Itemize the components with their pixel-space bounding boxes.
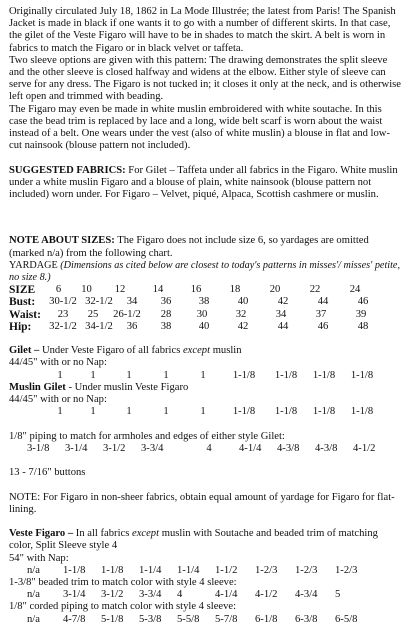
- suggested-fabrics-heading: SUGGESTED FABRICS:: [9, 164, 126, 176]
- yardage-cell: 4-1/2: [353, 442, 376, 454]
- hip-cell: 46: [317, 320, 329, 332]
- bust-cell: 32-1/2: [85, 296, 113, 308]
- gilet-title: Gilet –: [9, 345, 40, 357]
- yardage-cell: n/a: [27, 564, 40, 576]
- piping-desc: 1/8" piping to match for armholes and edges of either style Gilet:: [9, 430, 285, 442]
- bust-cell: 30-1/2: [49, 296, 77, 308]
- yardage-cell: 4: [177, 589, 183, 601]
- yardage-cell: 3-1/2: [103, 442, 126, 454]
- yardage-cell: 1-2/3: [335, 564, 358, 576]
- bust-cell: 40: [237, 296, 249, 308]
- hip-cell: 42: [237, 320, 249, 332]
- hip-row-label: Hip:: [9, 320, 32, 333]
- note-about-sizes: [9, 235, 401, 259]
- yardage-cell: 4-3/8: [315, 442, 338, 454]
- waist-cell: 39: [355, 308, 367, 320]
- size-row: [9, 284, 401, 296]
- size-cell: 20: [269, 284, 281, 296]
- bust-row-label: Bust:: [9, 296, 36, 309]
- hip-cell: 40: [198, 320, 210, 332]
- yardage-cell: 4-3/8: [277, 442, 300, 454]
- waist-row: [9, 309, 401, 321]
- veste-nap: 54" with Nap:: [9, 552, 69, 564]
- bust-cell: 42: [277, 296, 289, 308]
- yardage-cell: 3-1/4: [65, 442, 88, 454]
- yardage-cell: n/a: [27, 589, 40, 601]
- yardage-cell: 1: [200, 406, 206, 418]
- gilet-desc-emphasis: except: [182, 345, 211, 357]
- note-about-sizes-text: The Figaro does not include size 6, so yardages are omitted (marked n/a) from the following chart.: [9, 235, 369, 259]
- yardage-cell: 1: [163, 369, 169, 381]
- size-row-label: SIZE: [9, 284, 36, 297]
- yardage-cell: 4-1/4: [239, 442, 262, 454]
- muslin-gilet-desc: - Under muslin Veste Figaro: [65, 381, 189, 393]
- yardage-cell: 1: [57, 406, 63, 418]
- gilet-desc-end: muslin: [210, 345, 242, 357]
- waist-row-label: Waist:: [9, 308, 41, 321]
- yardage-cell: 5-5/8: [177, 613, 200, 625]
- veste-desc: In all fabrics: [73, 528, 132, 540]
- yardage-cell: 5-7/8: [215, 613, 238, 625]
- muslin-gilet-yardage-row: [9, 406, 401, 418]
- waist-cell: 26-1/2: [113, 308, 141, 320]
- bust-cell: 36: [160, 296, 172, 308]
- veste-nap-row: [9, 565, 401, 577]
- veste-beaded-row: [9, 589, 401, 601]
- yardage-cell: 1: [200, 369, 206, 381]
- yardage-line: [9, 260, 401, 284]
- size-cell: 12: [114, 284, 126, 296]
- flat-lining-note: NOTE: For Figaro in non-sheer fabrics, obtain equal amount of yardage for Figaro for flat-lining.: [9, 491, 395, 515]
- yardage-cell: 1-1/2: [215, 564, 238, 576]
- yardage-cell: 3-1/8: [27, 442, 50, 454]
- size-cell: 22: [309, 284, 321, 296]
- bust-row: [9, 296, 401, 308]
- hip-cell: 32-1/2: [49, 320, 77, 332]
- yardage-cell: 1: [126, 369, 132, 381]
- waist-cell: 37: [315, 308, 327, 320]
- yardage-cell: 1-2/3: [295, 564, 318, 576]
- suggested-fabrics-text: For Gilet – Taffeta under all fabrics in the Figaro. White muslin under a white muslin Figaro and a blouse of plain, white nainsook (blouse pattern not included) worn under. For Figaro – Velvet, piqué, Alpaca, Scottish cashmere or muslin.: [9, 164, 398, 201]
- yardage-cell: 1-2/3: [255, 564, 278, 576]
- suggested-fabrics: [9, 165, 401, 202]
- size-cell: 6: [55, 284, 62, 296]
- yardage-cell: 3-3/4: [139, 589, 162, 601]
- yardage-cell: 5: [335, 589, 341, 601]
- muslin-gilet-nap: 44/45" with or no Nap:: [9, 393, 107, 405]
- intro-paragraph-3: The Figaro may even be made in white muslin embroidered with white soutache. In this case the bead trim is replaced by lace and a long, wide belt scarf is worn about the waist instead of a belt. One wears under the vest (also of white muslin) a blouse in flat and low-cut nainsook (blouse pattern not included).: [9, 103, 390, 152]
- bust-cell: 44: [317, 296, 329, 308]
- hip-cell: 48: [357, 320, 369, 332]
- yardage-cell: 4-7/8: [63, 613, 86, 625]
- yardage-cell: 1-1/8: [274, 406, 298, 418]
- gilet-nap: 44/45" with or no Nap:: [9, 357, 107, 369]
- veste-title: Veste Figaro –: [9, 528, 74, 540]
- size-table: [9, 284, 401, 333]
- yardage-cell: 1-1/8: [101, 564, 124, 576]
- yardage-cell: 1-1/4: [139, 564, 162, 576]
- hip-cell: 36: [126, 320, 138, 332]
- yardage-cell: 1: [163, 406, 169, 418]
- yardage-cell: 4-1/2: [255, 589, 278, 601]
- yardage-cell: 4: [206, 442, 212, 454]
- yardage-cell: 5-1/8: [101, 613, 124, 625]
- waist-cell: 32: [235, 308, 247, 320]
- veste-beaded: 1-3/8" beaded trim to match color with style 4 sleeve:: [9, 576, 237, 588]
- size-cell: 14: [152, 284, 164, 296]
- gilet-yardage-row: [9, 370, 401, 382]
- yardage-cell: 3-3/4: [141, 442, 164, 454]
- gilet-desc: Under Veste Figaro of all fabrics: [39, 345, 183, 357]
- veste-desc-emphasis: except: [132, 528, 160, 540]
- yardage-cell: 1-1/8: [350, 369, 374, 381]
- yardage-cell: 1: [57, 369, 63, 381]
- gilet-heading: [9, 345, 401, 357]
- waist-cell: 23: [57, 308, 69, 320]
- bust-cell: 38: [198, 296, 210, 308]
- waist-cell: 30: [196, 308, 208, 320]
- hip-cell: 38: [160, 320, 172, 332]
- yardage-cell: 1-1/8: [63, 564, 86, 576]
- yardage-cell: 6-1/8: [255, 613, 278, 625]
- note-about-sizes-heading: NOTE ABOUT SIZES:: [9, 235, 115, 247]
- bust-cell: 34: [126, 296, 138, 308]
- waist-cell: 25: [87, 308, 99, 320]
- yardage-cell: 1-1/8: [232, 369, 256, 381]
- yardage-cell: 3-1/4: [63, 589, 86, 601]
- yardage-cell: 4-3/4: [295, 589, 318, 601]
- size-cell: 18: [229, 284, 241, 296]
- veste-desc-end: muslin with Soutache and beaded trim of matching color, Split Sleeve style 4: [9, 528, 378, 552]
- veste-corded-row: [9, 614, 401, 626]
- waist-cell: 28: [160, 308, 172, 320]
- yardage-cell: 1-1/8: [312, 369, 336, 381]
- yardage-cell: 1-1/8: [312, 406, 336, 418]
- veste-heading: [9, 528, 401, 552]
- size-cell: 10: [81, 284, 92, 296]
- waist-cell: 34: [275, 308, 287, 320]
- size-cell: 16: [190, 284, 202, 296]
- yardage-cell: 5-3/8: [139, 613, 162, 625]
- yardage-note: (Dimensions as cited below are closest to today's patterns in misses'/ misses' petite, no size 8.): [9, 259, 401, 284]
- yardage-cell: 1-1/8: [350, 406, 374, 418]
- yardage-cell: 6-3/8: [295, 613, 318, 625]
- yardage-cell: n/a: [27, 613, 40, 625]
- hip-cell: 34-1/2: [85, 320, 113, 332]
- buttons-line: 13 - 7/16" buttons: [9, 467, 86, 479]
- hip-cell: 44: [277, 320, 289, 332]
- yardage-cell: 1-1/4: [177, 564, 200, 576]
- hip-row: [9, 321, 401, 333]
- yardage-cell: 6-5/8: [335, 613, 358, 625]
- yardage-cell: 1: [126, 406, 132, 418]
- size-cell: 24: [349, 284, 361, 296]
- intro-paragraph-1: Originally circulated July 18, 1862 in La Mode Illustrée; the latest from Paris! The Spanish Jacket is made in black if one wants it to go with a number of different skirts. In that case, the gilet of the Veste Figaro will have to be in shades to match the skirt. A belt is worn in fabrics to match the Figaro or in black velvet or taffeta.: [9, 6, 396, 54]
- yardage-cell: 4-1/4: [215, 589, 238, 601]
- yardage-label: YARDAGE: [9, 259, 58, 271]
- piping-yardage-row: [9, 443, 401, 455]
- muslin-gilet-title: Muslin Gilet: [9, 381, 66, 393]
- intro-paragraph-2: Two sleeve options are given with this pattern: The drawing demonstrates the split sleeve and the other sleeve is closed halfway and widens at the elbow. Either style of sleeve can serve for any dress. The Figaro is not tucked in; it closes it only at the neck, and is otherwise left open and trimmed with beading.: [9, 54, 401, 103]
- veste-corded: 1/8" corded piping to match color with style 4 sleeve:: [9, 601, 237, 613]
- bust-cell: 46: [357, 296, 369, 308]
- yardage-cell: 1-1/8: [232, 406, 256, 418]
- yardage-cell: 1: [90, 406, 96, 418]
- yardage-cell: 1: [90, 369, 96, 381]
- yardage-cell: 1-1/8: [274, 369, 298, 381]
- muslin-gilet-heading: [9, 382, 401, 394]
- yardage-cell: 3-1/2: [101, 589, 124, 601]
